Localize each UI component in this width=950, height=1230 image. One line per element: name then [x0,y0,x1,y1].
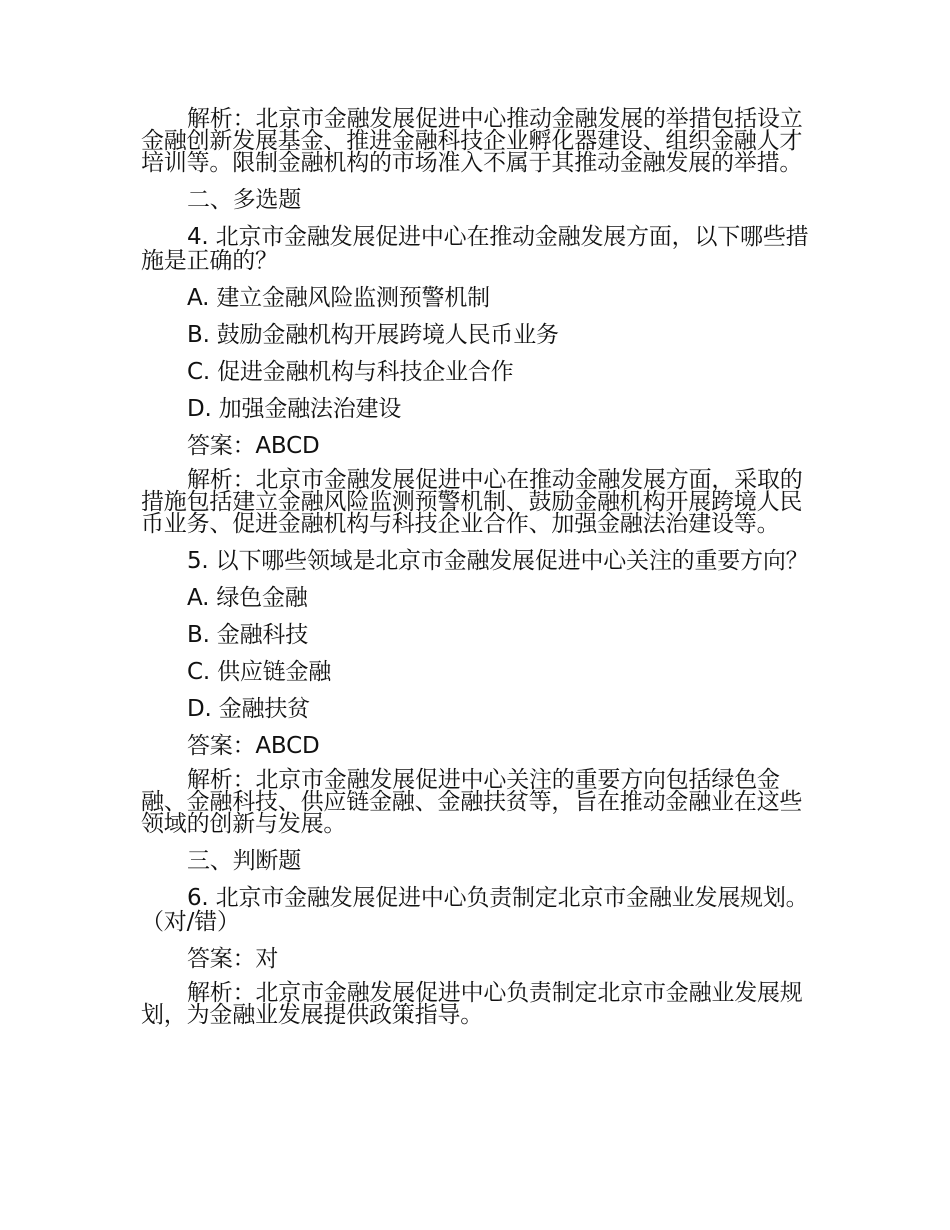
option-d: D. 金融扶贫 [187,696,310,722]
answer: 答案：对 [187,946,279,972]
question-4: 4. 北京市金融发展促进中心在推动金融发展方面，以下哪些措施是正确的？ [141,224,809,274]
analysis-paragraph: 解析：北京市金融发展促进中心关注的重要方向包括绿色金融、金融科技、供应链金融、金融扶贫等，旨在推动金融业在这些领域的创新与发展。 [141,767,803,837]
option-b: B. 金融科技 [187,622,309,648]
analysis-paragraph: 解析：北京市金融发展促进中心推动金融发展的举措包括设立金融创新发展基金、推进金融科技企业孵化器建设、组织金融人才培训等。限制金融机构的市场准入不属于其推动金融发展的举措。 [141,106,803,176]
section-heading-true-false: 三、判断题 [187,848,302,874]
document-body [141,104,811,1034]
question-5: 5. 以下哪些领域是北京市金融发展促进中心关注的重要方向？ [187,548,809,574]
section-heading-multiple-choice: 二、多选题 [187,187,302,213]
option-b: B. 鼓励金融机构开展跨境人民币业务 [187,322,559,348]
option-c: C. 促进金融机构与科技企业合作 [187,359,514,385]
analysis-paragraph: 解析：北京市金融发展促进中心在推动金融发展方面，采取的措施包括建立金融风险监测预警机制、鼓励金融机构开展跨境人民币业务、促进金融机构与科技企业合作、加强金融法治建设等。 [141,467,803,537]
answer: 答案：ABCD [187,733,320,759]
option-d: D. 加强金融法治建设 [187,396,402,422]
answer: 答案：ABCD [187,433,320,459]
analysis-paragraph: 解析：北京市金融发展促进中心负责制定北京市金融业发展规划，为金融业发展提供政策指导。 [141,980,803,1028]
option-c: C. 供应链金融 [187,659,332,685]
option-a: A. 绿色金融 [187,585,308,611]
option-a: A. 建立金融风险监测预警机制 [187,285,490,311]
question-6: 6. 北京市金融发展促进中心负责制定北京市金融业发展规划。（对/错） [141,885,809,935]
